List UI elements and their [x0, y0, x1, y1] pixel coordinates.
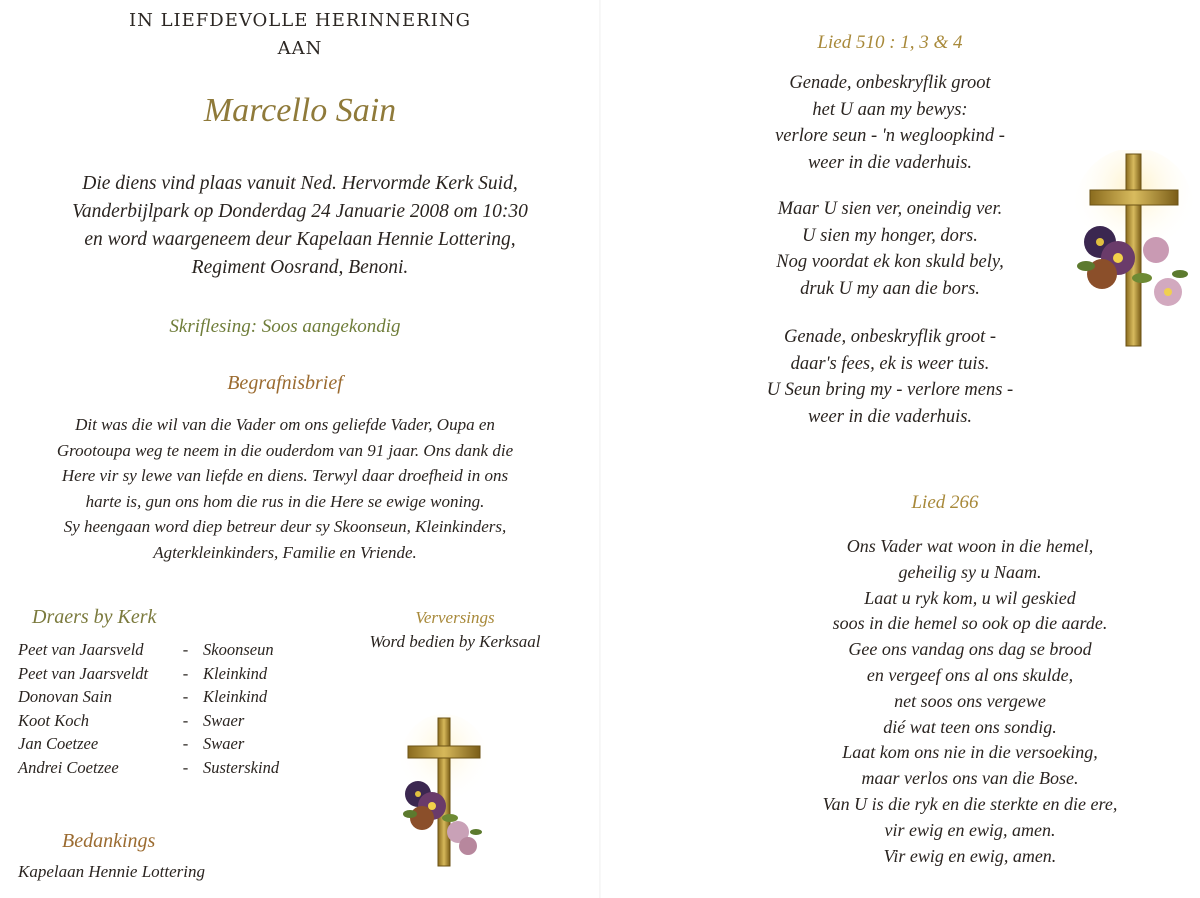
bearer-row — [18, 709, 338, 733]
funeral-letter — [0, 412, 570, 565]
verse-line: maar verlos ons van die Bose. — [861, 768, 1079, 789]
hymn2-text — [790, 534, 1150, 869]
bearer-row — [18, 685, 338, 709]
verse-line: vir ewig en ewig, amen. — [884, 819, 1056, 840]
deceased-name: Marcello Sain — [203, 92, 397, 129]
hymn1-stanza — [720, 196, 1060, 302]
bearer-name: Jan Coetzee — [18, 734, 99, 753]
verse-line: Laat kom ons nie in die versoeking, — [842, 742, 1098, 763]
letter-line: Sy heengaan word diep betreur deur sy Skoonseun, Kleinkinders, — [63, 517, 507, 536]
service-line: Regiment Oosrand, Benoni. — [191, 257, 409, 278]
bearer-relation: Kleinkind — [203, 687, 268, 706]
verse-line: het U aan my bewys: — [812, 99, 968, 120]
memorial-heading: IN LIEFDEVOLLE HERINNERING — [129, 10, 471, 31]
verse-line: net soos ons vergewe — [894, 690, 1046, 711]
memorial-heading-aan: AAN — [277, 38, 323, 59]
bearer-name: Peet van Jaarsveld — [18, 640, 144, 659]
verse-line: geheilig sy u Naam. — [898, 561, 1042, 582]
verse-line: Nog voordat ek kon skuld bely, — [776, 252, 1004, 272]
hymn1-title: Lied 510 : 1, 3 & 4 — [817, 32, 963, 53]
letter-title: Begrafnisbrief — [227, 372, 343, 394]
letter-line: Agterkleinkinders, Familie en Vriende. — [153, 542, 417, 562]
cross-with-pansies-icon — [398, 714, 490, 869]
verse-line: druk U my aan die bors. — [800, 278, 980, 299]
letter-line: Dit was die wil van die Vader om ons geliefde Vader, Oupa en — [75, 415, 495, 434]
verse-line: Maar U sien ver, oneindig ver. — [777, 199, 1003, 219]
verse-line: Genade, onbeskryflik groot - — [783, 327, 996, 347]
bearer-relation: Susterskind — [203, 757, 280, 777]
letter-line: Grootoupa weg te neem in die ouderdom van 91 jaar. Ons dank die — [56, 440, 514, 460]
verse-line: weer in die vaderhuis. — [807, 152, 973, 173]
verse-line: U Seun bring my - verlore mens - — [766, 380, 1014, 400]
bearer-row — [18, 732, 338, 756]
hymn1-stanza — [720, 70, 1060, 176]
verse-line: Laat u ryk kom, u wil geskied — [864, 587, 1076, 608]
bearer-row — [18, 662, 338, 686]
verse-line: verlore seun - 'n wegloopkind - — [775, 126, 1005, 146]
scripture-heading: Skriflesing: Soos aangekondig — [169, 316, 401, 337]
bearer-row — [18, 756, 338, 780]
service-line: Vanderbijlpark op Donderdag 24 Januarie 2008 om 10:30 — [72, 201, 528, 222]
verse-line: U sien my honger, dors. — [802, 225, 978, 246]
thanks-title: Bedankings — [62, 830, 156, 852]
bearers-title: Draers by Kerk — [32, 606, 157, 628]
thanks-text: Kapelaan Hennie Lottering — [18, 862, 205, 881]
bearer-relation: Swaer — [203, 734, 245, 753]
verse-line: Ons Vader wat woon in die hemel, — [846, 536, 1094, 556]
bearer-relation: Swaer — [203, 710, 245, 730]
bearer-relation: Skoonseun — [203, 640, 274, 659]
bearer-relation: Kleinkind — [203, 663, 268, 683]
bearer-dash: - — [182, 687, 189, 706]
bearer-name: Koot Koch — [18, 710, 90, 730]
bearer-name: Andrei Coetzee — [18, 757, 119, 777]
bearer-name: Peet van Jaarsveldt — [18, 663, 149, 683]
bearer-dash: - — [182, 734, 189, 753]
verse-line: Vir ewig en ewig, amen. — [883, 845, 1057, 866]
bearers-list — [18, 638, 338, 779]
hymn2-title: Lied 266 — [911, 492, 979, 513]
cross-with-pansies-icon — [1072, 150, 1196, 350]
bearer-dash: - — [182, 640, 189, 659]
refreshments-title: Verversings — [415, 608, 495, 627]
verse-line: weer in die vaderhuis. — [807, 406, 973, 427]
verse-line: Genade, onbeskryflik groot — [789, 73, 991, 93]
service-line: en word waargeneem deur Kapelaan Hennie Lottering, — [84, 229, 516, 250]
verse-line: Van U is die ryk en die sterkte en die ere, — [822, 793, 1118, 814]
service-line: Die diens vind plaas vanuit Ned. Hervormde Kerk Suid, — [82, 173, 518, 194]
bearer-name: Donovan Sain — [18, 687, 112, 706]
bearer-row — [18, 638, 338, 662]
verse-line: soos in die hemel so ook op die aarde. — [832, 613, 1108, 634]
letter-line: Here vir sy lewe van liefde en diens. Terwyl daar droefheid in ons — [61, 466, 509, 485]
bearer-dash: - — [182, 710, 189, 730]
letter-line: harte is, gun ons hom die rus in die Here se ewige woning. — [85, 491, 485, 511]
refreshments-text: Word bedien by Kerksaal — [369, 632, 541, 651]
bearer-dash: - — [182, 663, 189, 683]
bearer-dash: - — [182, 757, 189, 777]
service-details — [0, 170, 600, 282]
verse-line: dié wat teen ons sondig. — [883, 716, 1057, 737]
right-page — [600, 0, 1200, 898]
verse-line: daar's fees, ek is weer tuis. — [790, 353, 990, 374]
hymn1-stanza — [720, 324, 1060, 430]
verse-line: Gee ons vandag ons dag se brood — [848, 639, 1092, 660]
verse-line: en vergeef ons al ons skulde, — [866, 664, 1074, 685]
